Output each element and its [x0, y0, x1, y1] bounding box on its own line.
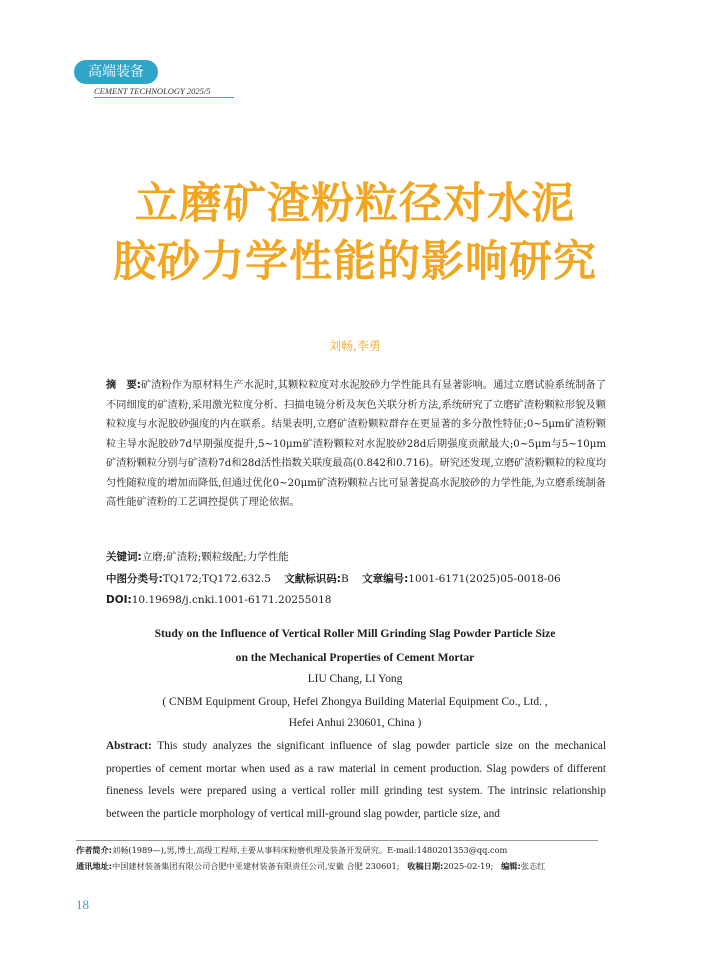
- address-label: 通讯地址:: [76, 861, 113, 871]
- article-number-label: 文章编号:: [362, 573, 409, 585]
- title-en-line2: on the Mechanical Properties of Cement Mortar: [235, 651, 475, 664]
- doi-value[interactable]: 10.19698/j.cnki.1001-6171.20255018: [131, 594, 332, 606]
- abstract-cn-label: 摘 要:: [106, 380, 141, 391]
- title-cn-line1: 立磨矿渣粉粒径对水泥: [135, 179, 575, 229]
- keywords: [106, 549, 626, 564]
- keywords-label: 关键词:: [106, 551, 142, 563]
- keywords-text: 立磨;矿渣粉;颗粒级配;力学性能: [141, 551, 289, 563]
- clc-value: TQ172;TQ172.632.5: [162, 573, 271, 585]
- author-bio-label: 作者简介:: [76, 845, 113, 855]
- address-text: 中国建材装备集团有限公司合肥中亚建材装备有限责任公司,安徽 合肥 230601;: [112, 861, 400, 871]
- footnote-rule: [76, 840, 598, 841]
- address-line: [76, 861, 606, 872]
- doi-label: DOI:: [106, 594, 132, 606]
- received-date: 2025-02-19;: [443, 861, 494, 871]
- editor-label: 编辑:: [501, 861, 521, 871]
- received-label: 收稿日期:: [407, 861, 444, 871]
- page-number: 18: [76, 897, 89, 912]
- title-en-line1: Study on the Influence of Vertical Roller Mill Grinding Slag Powder Particle Size: [154, 627, 556, 640]
- title-cn-line2: 胶砂力学性能的影响研究: [113, 237, 597, 287]
- abstract-en-text: This study analyzes the significant influence of slag powder particle size on the mechanical properties of cement mortar when used as a raw material in cement production. Slag powders of different fineness levels were prepared using a vertical roller mill grinding test system. The intrinsic relationship between the particle morphology of vertical mill-ground slag powder, particle size, and: [106, 740, 606, 820]
- authors-cn: 刘畅,李勇: [329, 339, 381, 353]
- article-number-value: 1001-6171(2025)05-0018-06: [408, 573, 561, 585]
- header-rule: [94, 97, 234, 98]
- doc-code-value: B: [341, 573, 349, 585]
- affiliation-en-line2: Hefei Anhui 230601, China ): [288, 717, 422, 729]
- classification-line: [106, 571, 626, 586]
- editor-name: 张志红: [520, 861, 546, 871]
- doi-line: [106, 594, 626, 606]
- authors-en: LIU Chang, LI Yong: [307, 673, 403, 685]
- affiliation-en-line1: ( CNBM Equipment Group, Hefei Zhongya Building Material Equipment Co., Ltd. ,: [162, 696, 548, 708]
- clc-label: 中图分类号:: [106, 573, 163, 585]
- author-bio: [76, 845, 606, 856]
- abstract-en-label: Abstract:: [106, 740, 152, 752]
- section-badge: 高端装备: [74, 60, 158, 84]
- abstract-en: [106, 735, 606, 825]
- doc-code-label: 文献标识码:: [284, 573, 342, 585]
- author-bio-text: 刘畅(1989—),男,博士,高级工程师,主要从事料床粉磨机理及装备开发研究。E-mail:1480201353@qq.com: [112, 845, 508, 855]
- abstract-cn-text: 矿渣粉作为原材料生产水泥时,其颗粒粒度对水泥胶砂力学性能具有显著影响。通过立磨试验系统制备了不同细度的矿渣粉,采用激光粒度分析、扫描电镜分析及灰色关联分析方法,系统研究了立磨矿渣粉颗粒形貌及颗粒粒度与水泥胶砂强度的内在联系。结果表明,立磨矿渣粉颗粒群存在更显著的多分散性特征;0~5μm矿渣粉颗粒主导水泥胶砂7d早期强度提升,5~10μm矿渣粉颗粒对水泥胶砂28d后期强度贡献最大;0~5μm与5~10μm矿渣粉颗粒分别与矿渣粉7d和28d活性指数关联度最高(0.842和0.716)。研究还发现,立磨矿渣粉颗粒的粒度均匀性随粒度的增加而降低,但通过优化0~20μm矿渣粉颗粒占比可显著提高水泥胶砂的力学性能,为立磨系统制备高性能矿渣粉的工艺调控提供了理论依据。: [106, 380, 607, 508]
- journal-running-header: CEMENT TECHNOLOGY 2025/5: [94, 86, 211, 96]
- abstract-cn: [106, 376, 606, 513]
